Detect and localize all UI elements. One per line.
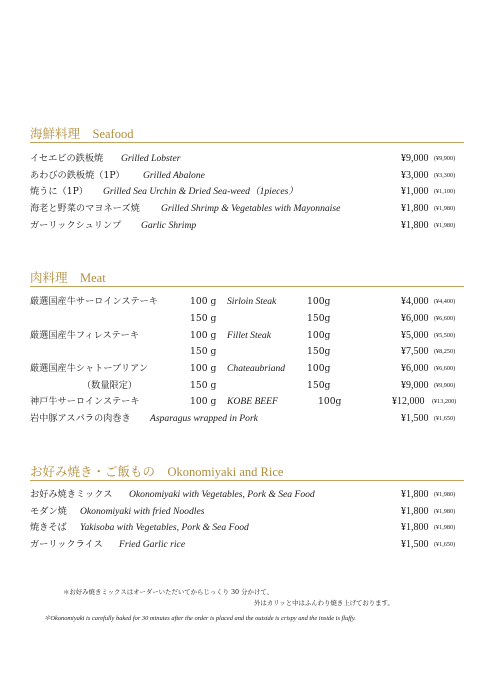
- item-price: ¥9,000: [401, 153, 429, 164]
- item-weight-en: 100g: [307, 296, 331, 307]
- item-en-name: Okonomiyaki with Vegetables, Pork & Sea Food: [129, 489, 315, 500]
- item-en-name: Sirloin Steak: [227, 296, 277, 307]
- item-jp-name: 厳選国産牛フィレステーキ: [30, 330, 140, 341]
- item-weight: 150 g: [190, 346, 217, 357]
- item-price-tax: (¥5,500): [434, 332, 456, 339]
- menu-item-shrimp-mayo: [0, 201, 495, 217]
- item-en-name: Yakisoba with Vegetables, Pork & Sea Food: [80, 522, 249, 533]
- item-limited-note: （数量限定）: [82, 380, 138, 391]
- item-jp-name: 焼うに（1P）: [30, 186, 88, 197]
- item-price: ¥1,800: [401, 522, 429, 533]
- seafood-divider: [30, 142, 464, 143]
- item-price-tax: (¥1,100): [434, 188, 456, 195]
- item-price-tax: (¥4,400): [434, 298, 456, 305]
- item-en-name: Chateaubriand: [227, 363, 286, 374]
- item-price: ¥9,000: [401, 380, 429, 391]
- item-en-name: Grilled Abalone: [143, 170, 205, 181]
- okonomiyaki-section-title: お好み焼き・ご飯もの Okonomiyaki and Rice: [30, 465, 284, 479]
- item-price-tax: (¥1,980): [434, 524, 456, 531]
- item-weight-en: 150g: [307, 380, 331, 391]
- note-jp-line1: ＊お好み焼きミックスはオーダーいただいてからじっくり 30 分かけて、: [63, 588, 273, 596]
- menu-item-garlic-shrimp: [0, 218, 495, 234]
- item-jp-name: 焼きそば: [30, 522, 67, 533]
- item-price: ¥1,800: [401, 506, 429, 517]
- item-price-tax: (¥9,900): [434, 155, 456, 162]
- item-jp-name: イセエビの鉄板焼: [30, 153, 104, 164]
- item-price: ¥1,800: [401, 220, 429, 231]
- item-en-name: Fried Garlic rice: [119, 539, 186, 550]
- item-weight: 100 g: [190, 296, 217, 307]
- menu-item-chateaubriand: [0, 361, 495, 377]
- item-price-tax: (¥3,300): [434, 172, 456, 179]
- item-en-name: KOBE BEEF: [227, 396, 278, 407]
- seafood-section-title: 海鮮料理 Seafood: [30, 127, 134, 141]
- menu-item-okonomiyaki-mix: [0, 487, 495, 503]
- menu-item-fillet: [0, 328, 495, 344]
- item-weight: 150 g: [190, 380, 217, 391]
- item-price: ¥12,000: [392, 396, 425, 407]
- item-jp-name: 厳選国産牛シャトーブリアン: [30, 363, 149, 374]
- item-weight: 100 g: [190, 396, 217, 407]
- item-weight-en: 100g: [318, 396, 342, 407]
- item-price-tax: (¥1,980): [434, 222, 456, 229]
- item-price: ¥6,000: [401, 313, 429, 324]
- item-jp-name: 海老と野菜のマヨネーズ焼: [30, 203, 140, 214]
- item-en-name: Grilled Sea Urchin & Dried Sea-weed（1pieces）: [103, 186, 298, 197]
- note-jp-line2: 外はカリッと中はふんわり焼き上げております。: [254, 599, 394, 607]
- menu-item-sea-urchin: [0, 184, 495, 200]
- item-price-tax: (¥6,600): [434, 365, 456, 372]
- item-price: ¥3,000: [401, 170, 429, 181]
- item-jp-name: ガーリックライス: [30, 539, 103, 550]
- menu-item-abalone: [0, 168, 495, 184]
- menu-item-kobe-beef: [0, 394, 495, 410]
- item-price-tax: (¥1,650): [434, 415, 456, 422]
- item-price: ¥1,800: [401, 489, 429, 500]
- item-weight: 100 g: [190, 363, 217, 374]
- item-price: ¥1,800: [401, 203, 429, 214]
- item-price: ¥7,500: [401, 346, 429, 357]
- item-jp-name: 厳選国産牛サーロインステーキ: [30, 296, 158, 307]
- item-price-tax: (¥1,980): [434, 508, 456, 515]
- item-weight-en: 100g: [307, 363, 331, 374]
- item-price-tax: (¥1,650): [434, 541, 456, 548]
- item-price-tax: (¥6,600): [434, 315, 456, 322]
- menu-item-chateaubriand-150: [0, 378, 495, 394]
- item-en-name: Grilled Lobster: [121, 153, 181, 164]
- menu-item-modern-yaki: [0, 504, 495, 520]
- item-weight-en: 150g: [307, 313, 331, 324]
- item-price: ¥5,000: [401, 330, 429, 341]
- item-price: ¥6,000: [401, 363, 429, 374]
- item-en-name: Okonomiyaki with fried Noodles: [80, 506, 205, 517]
- item-jp-name: あわびの鉄板焼（1P）: [30, 170, 125, 181]
- item-jp-name: ガーリックシュリンプ: [30, 220, 122, 231]
- item-price: ¥1,500: [401, 539, 429, 550]
- menu-item-asparagus-pork: [0, 411, 495, 427]
- okonomiyaki-divider: [30, 480, 464, 481]
- item-weight: 150 g: [190, 313, 217, 324]
- item-price-tax: (¥1,980): [434, 491, 456, 498]
- menu-item-yakisoba: [0, 520, 495, 536]
- item-price-tax: (¥13,200): [432, 398, 457, 405]
- item-price-tax: (¥8,250): [434, 348, 456, 355]
- meat-section-title: 肉料理 Meat: [30, 271, 106, 285]
- item-en-name: Grilled Shrimp & Vegetables with Mayonnaise: [161, 203, 341, 214]
- item-price: ¥1,000: [401, 186, 429, 197]
- item-price-tax: (¥1,980): [434, 205, 456, 212]
- item-en-name: Garlic Shrimp: [141, 220, 197, 231]
- menu-item-garlic-rice: [0, 537, 495, 553]
- meat-divider: [30, 286, 464, 287]
- item-weight: 100 g: [190, 330, 217, 341]
- menu-item-sirloin: [0, 294, 495, 310]
- item-jp-name: 神戸牛サーロインステーキ: [30, 396, 140, 407]
- item-jp-name: 岩中豚アスパラの肉巻き: [30, 413, 131, 424]
- item-weight-en: 150g: [307, 346, 331, 357]
- item-en-name: Fillet Steak: [227, 330, 271, 341]
- item-en-name: Asparagus wrapped in Pork: [150, 413, 258, 424]
- menu-item-fillet-150: [0, 344, 495, 360]
- note-en: ＊Okonomiyaki is carefully baked for 30 minutes after the order is placed and the outside is crispy and the inside is fluffy.: [44, 615, 356, 622]
- menu-item-sirloin-150: [0, 311, 495, 327]
- item-price: ¥1,500: [401, 413, 429, 424]
- item-price: ¥4,000: [401, 296, 429, 307]
- item-price-tax: (¥9,900): [434, 382, 456, 389]
- item-weight-en: 100g: [307, 330, 331, 341]
- item-jp-name: モダン焼: [30, 506, 67, 517]
- menu-item-lobster: [0, 151, 495, 167]
- item-jp-name: お好み焼きミックス: [30, 489, 113, 500]
